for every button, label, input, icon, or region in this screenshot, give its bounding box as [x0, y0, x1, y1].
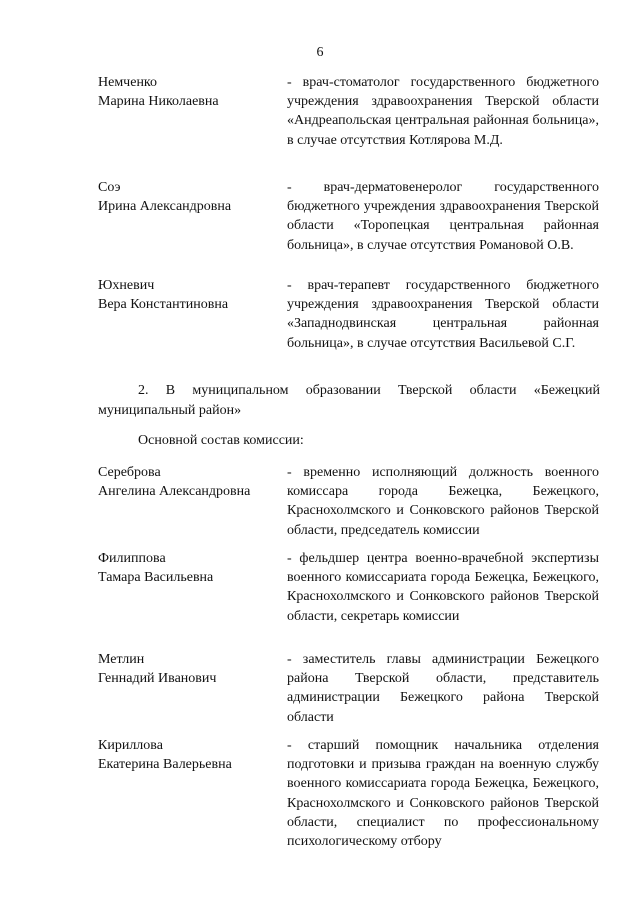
page-number: 6	[316, 45, 324, 60]
member-given-names: Ирина Александровна	[98, 199, 232, 214]
member-name	[98, 650, 278, 688]
member-description: - врач-дерматовенеролог государственного бюджетного учреждения здравоохранения Тверской области «Торопецкая центральная районная больница», в случае отсутствия Романовой О.В.	[287, 180, 599, 253]
member-description: - старший помощник начальника отделения подготовки и призыва граждан на военную службу военного комиссариата города Бежецка, Бежецкого, Краснохолмского и Сонковского районов Тверской области, специалист по профессиональному психологическому отбору	[287, 738, 599, 850]
member-name	[98, 736, 278, 774]
member-given-names: Марина Николаевна	[98, 94, 219, 109]
member-name	[98, 178, 278, 216]
member-name	[98, 73, 278, 111]
member-name	[98, 463, 278, 501]
member-surname: Сереброва	[98, 465, 161, 480]
member-surname: Немченко	[98, 75, 158, 90]
member-surname: Филиппова	[98, 551, 166, 566]
member-given-names: Вера Константиновна	[98, 297, 229, 312]
member-name	[98, 549, 278, 587]
member-description: - врач-стоматолог государственного бюджетного учреждения здравоохранения Тверской области «Андреапольская центральная районная больница», в случае отсутствия Котлярова М.Д.	[287, 75, 599, 148]
member-name	[98, 276, 278, 314]
member-given-names: Геннадий Иванович	[98, 671, 217, 686]
member-description: - фельдшер центра военно-врачебной экспертизы военного комиссариата города Бежецка, Бежецкого, Краснохолмского и Сонковского районов Тверской области, секретарь комиссии	[287, 551, 599, 624]
member-given-names: Ангелина Александровна	[98, 484, 251, 499]
member-description: - заместитель главы администрации Бежецкого района Тверской области, представитель администрации Бежецкого района Тверской области	[287, 652, 599, 725]
member-description: - врач-терапевт государственного бюджетного учреждения здравоохранения Тверской области «Западнодвинская центральная районная больница», в случае отсутствия Васильевой С.Г.	[287, 278, 599, 351]
member-surname: Метлин	[98, 652, 145, 667]
member-description: - временно исполняющий должность военного комиссара города Бежецка, Бежецкого, Краснохолмского и Сонковского районов Тверской области, председатель комиссии	[287, 465, 599, 538]
member-given-names: Екатерина Валерьевна	[98, 757, 232, 772]
member-surname: Юхневич	[98, 278, 155, 293]
member-given-names: Тамара Васильевна	[98, 570, 214, 585]
section-heading: 2. В муниципальном образовании Тверской области «Бежецкий муниципальный район»	[98, 383, 600, 418]
member-surname: Кириллова	[98, 738, 163, 753]
member-surname: Соэ	[98, 180, 121, 195]
commission-subheading: Основной состав комиссии:	[138, 433, 304, 448]
